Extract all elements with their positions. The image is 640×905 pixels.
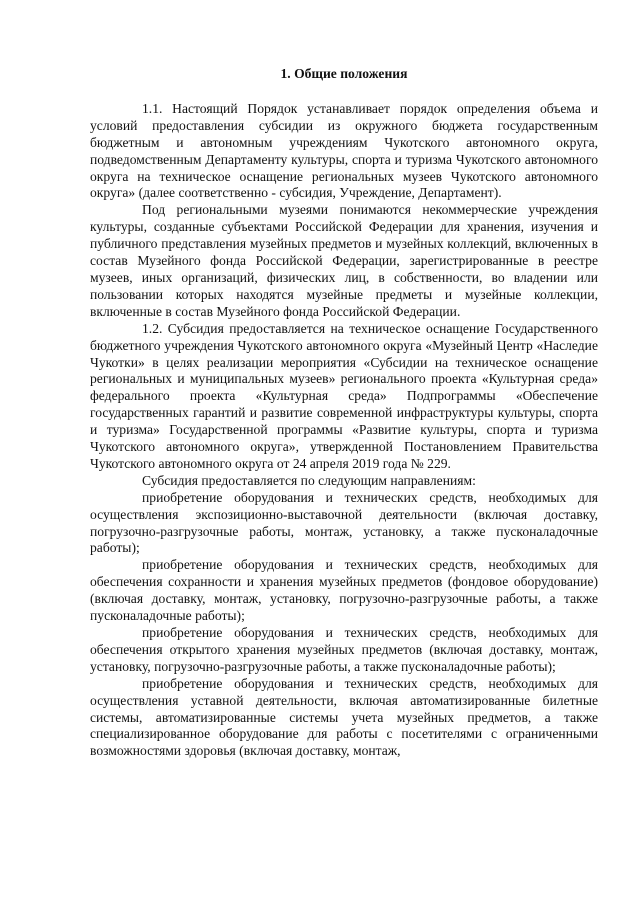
section-heading: 1. Общие положения bbox=[280, 66, 408, 81]
paragraph-1-1: 1.1. Настоящий Порядок устанавливает порядок определения объема и условий предоставления субсидии из окружного бюджета государственным бюджетным и автономным учреждениям Чукотского автономного округа, подведомственным Департаменту культуры, спорта и туризма Чукотского автономного округа на техническое оснащение региональных музеев Чукотского автономного округа» (далее соответственно - субсидия, Учреждение, Департамент). bbox=[90, 100, 598, 201]
paragraph-1-2: 1.2. Субсидия предоставляется на техническое оснащение Государственного бюджетного учреждения Чукотского автономного округа «Музейный Центр «Наследие Чукотки» в целях реализации мероприятия «Субсидии на техническое оснащение региональных и муниципальных музеев» регионального проекта «Культурная среда» федерального проекта «Культурная среда» Подпрограммы «Обеспечение государственных гарантий и развитие современной инфраструктуры культуры, спорта и туризма» Государственной программы «Развитие культуры, спорта и туризма Чукотского автономного округа», утвержденной Постановлением Правительства Чукотского автономного округа от 24 апреля 2019 года № 229. bbox=[90, 320, 598, 471]
paragraph-direction-exhibition: приобретение оборудования и технических средств, необходимых для осуществления экспозиционно-выставочной деятельности (включая доставку, погрузочно-разгрузочные работы, монтаж, установку, а также пусконаладочные работы); bbox=[90, 489, 598, 556]
paragraph-regional-museums-definition: Под региональными музеями понимаются некоммерческие учреждения культуры, созданные субъектами Российской Федерации для хранения, изучения и публичного представления музейных предметов и музейных коллекций, включенных в состав Музейного фонда Российской Федерации, зарегистрированные в реестре музеев, иных организаций, физических лиц, в собственности, во владении или пользовании которых находятся музейные предметы и музейные коллекции, включенные в состав Музейного фонда Российской Федерации. bbox=[90, 202, 598, 319]
paragraph-directions-intro: Субсидия предоставляется по следующим направлениям: bbox=[142, 472, 476, 488]
paragraph-direction-open-storage: приобретение оборудования и технических средств, необходимых для обеспечения открытого хранения музейных предметов (включая доставку, монтаж, установку, погрузочно-разгрузочные работы, а также пусконаладочные работы); bbox=[90, 625, 598, 674]
paragraph-direction-statutory: приобретение оборудования и технических средств, необходимых для осуществления уставной деятельности, включая автоматизированные билетные системы, автоматизированные системы учета музейных предметов, а также специализированное оборудование для работы с посетителями с ограниченными возможностями здоровья (включая доставку, монтаж, bbox=[90, 675, 598, 759]
paragraph-direction-storage: приобретение оборудования и технических средств, необходимых для обеспечения сохранности и хранения музейных предметов (фондовое оборудование) (включая доставку, монтаж, установку, погрузочно-разгрузочные работы, а также пусконаладочные работы); bbox=[90, 557, 598, 624]
